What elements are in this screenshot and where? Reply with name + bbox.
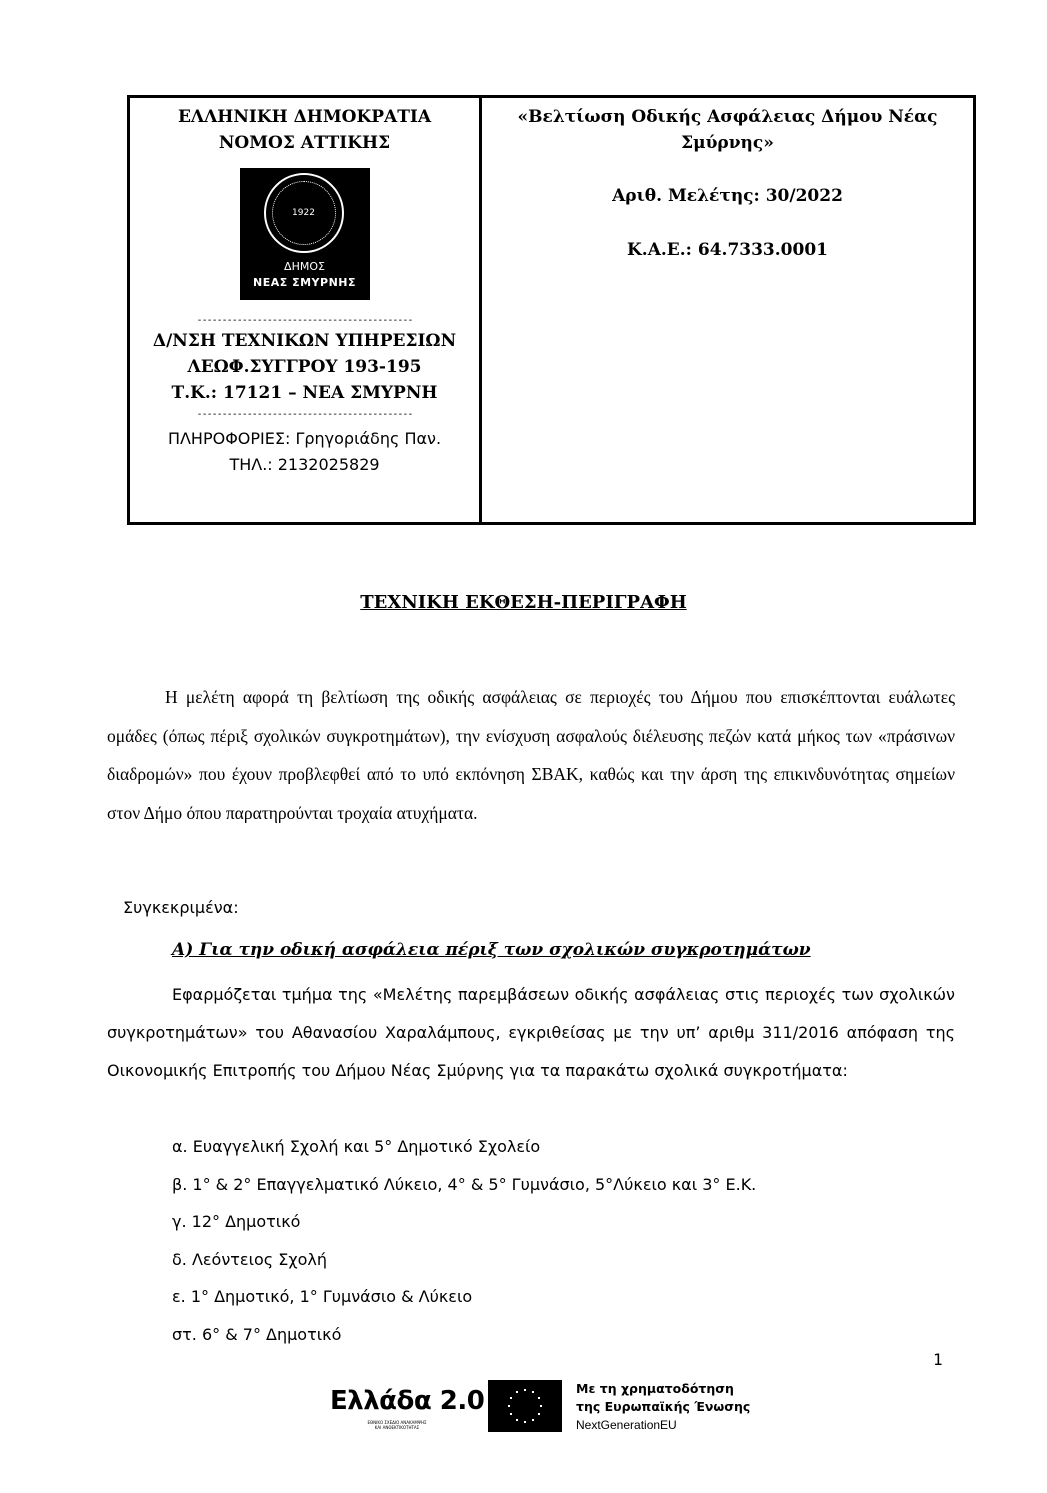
list-item: β. 1° & 2° Επαγγελματικό Λύκειο, 4° & 5° Γυμνάσιο, 5°Λύκειο και 3° Ε.Κ. [172,1174,757,1194]
contact-phone: ΤΗΛ.: 2132025829 [229,455,380,474]
schools-list [172,1128,756,1353]
intro-paragraph: Η μελέτη αφορά τη βελτίωση της οδικής ασφάλειας σε περιοχές του Δήμου που επισκέπτονται ευάλωτες ομάδες (όπως πέριξ σχολικών συγκροτημάτων), την ενίσχυση ασφαλούς διέλευσης πεζών κατά μήκος των «πράσινων διαδρομών» που έχουν προβλεφθεί από το υπό εκπόνηση ΣΒΑΚ, καθώς και την άρση της επικινδυνότητας σημείων στον Δήμο όπου παρατηρούνται τροχαία ατυχήματα. [107,687,955,823]
eu-star-icon [538,1397,540,1399]
header-table [127,95,976,525]
issuer-block [130,104,479,156]
list-item: δ. Λεόντειος Σχολή [172,1249,327,1269]
specifically-label: Συγκεκριμένα: [123,898,239,917]
funding-footer [330,1378,790,1438]
logo-line1: ΔΗΜΟΣ [284,260,325,273]
greece20-sub1: ΕΘΝΙΚΟ ΣΧΕΔΙΟ ΑΝΑΚΑΜΨΗΣ [367,1420,427,1425]
eu-star-icon [508,1405,510,1407]
list-item: γ. 12° Δημοτικό [172,1212,301,1231]
address-label: ΛΕΩΦ.ΣΥΓΓΡΟΥ 193-195 [187,357,422,377]
header-left-cell [130,98,482,522]
eu-flag-icon [488,1380,562,1432]
municipality-logo [240,168,370,300]
eu-star-icon [540,1405,542,1407]
greece20-logo: Ελλάδα 2.0 [330,1386,485,1416]
seal-icon [264,173,344,253]
document-title: ΤΕΧΝΙΚΗ ΕΚΘΕΣΗ-ΠΕΡΙΓΡΑΦΗ [360,592,687,613]
eu-star-icon [524,1421,526,1423]
greece20-subtitle [342,1420,452,1430]
eu-star-icon [524,1389,526,1391]
eu-star-icon [538,1413,540,1415]
kae-code: Κ.Α.Ε.: 64.7333.0001 [627,240,828,260]
seal-year: 1922 [272,181,336,245]
eu-star-icon [510,1397,512,1399]
republic-label: ΕΛΛΗΝΙΚΗ ΔΗΜΟΚΡΑΤΙΑ [177,107,432,127]
header-right-cell [482,98,973,522]
greece20-sub2: ΚΑΙ ΑΝΘΕΚΤΙΚΟΤΗΤΑΣ [374,1425,420,1430]
divider-bottom: ------------------------------------------- [196,409,413,420]
postal-label: Τ.Κ.: 17121 – ΝΕΑ ΣΜΥΡΝΗ [171,383,438,403]
section-a-paragraph: Εφαρμόζεται τμήμα της «Μελέτης παρεμβάσεων οδικής ασφάλειας στις περιοχές των σχολικών συγκροτημάτων» του Αθανασίου Χαραλάμπους, εγκριθείσας με την υπ’ αριθμ 311/2016 απόφαση της Οικονομικής Επιτροπής του Δήμου Νέας Σμύρνης για τα παρακάτω σχολικά συγκροτήματα: [107,985,955,1080]
study-number: Αριθ. Μελέτης: 30/2022 [612,186,843,206]
contact-info: ΠΛΗΡΟΦΟΡΙΕΣ: Γρηγοριάδης Παν. [167,429,442,448]
divider-top: ------------------------------------------- [196,315,413,326]
project-title: «Βελτίωση Οδικής Ασφάλειας Δήμου Νέας Σμύρνης» [517,107,938,153]
list-item: α. Ευαγγελική Σχολή και 5° Δημοτικό Σχολείο [172,1137,541,1156]
eu-star-icon [516,1419,518,1421]
eu-line3: NextGenerationEU [576,1418,677,1432]
logo-line2: ΝΕΑΣ ΣΜΥΡΝΗΣ [253,276,356,289]
eu-funding-text [576,1380,750,1434]
eu-line1: Με τη χρηματοδότηση [576,1381,734,1396]
eu-line2: της Ευρωπαϊκής Ένωσης [576,1399,751,1414]
eu-star-icon [516,1391,518,1393]
list-item: ε. 1° Δημοτικό, 1° Γυμνάσιο & Λύκειο [172,1287,473,1306]
section-a-heading: Α) Για την οδική ασφάλεια πέριξ των σχολικών συγκροτημάτων [172,940,811,960]
department-label: Δ/ΝΣΗ ΤΕΧΝΙΚΩΝ ΥΠΗΡΕΣΙΩΝ [152,331,457,351]
prefecture-label: ΝΟΜΟΣ ΑΤΤΙΚΗΣ [218,133,391,153]
eu-star-icon [532,1391,534,1393]
eu-star-icon [532,1419,534,1421]
eu-star-icon [510,1413,512,1415]
list-item: στ. 6° & 7° Δημοτικό [172,1324,342,1344]
page-number: 1 [933,1350,943,1369]
